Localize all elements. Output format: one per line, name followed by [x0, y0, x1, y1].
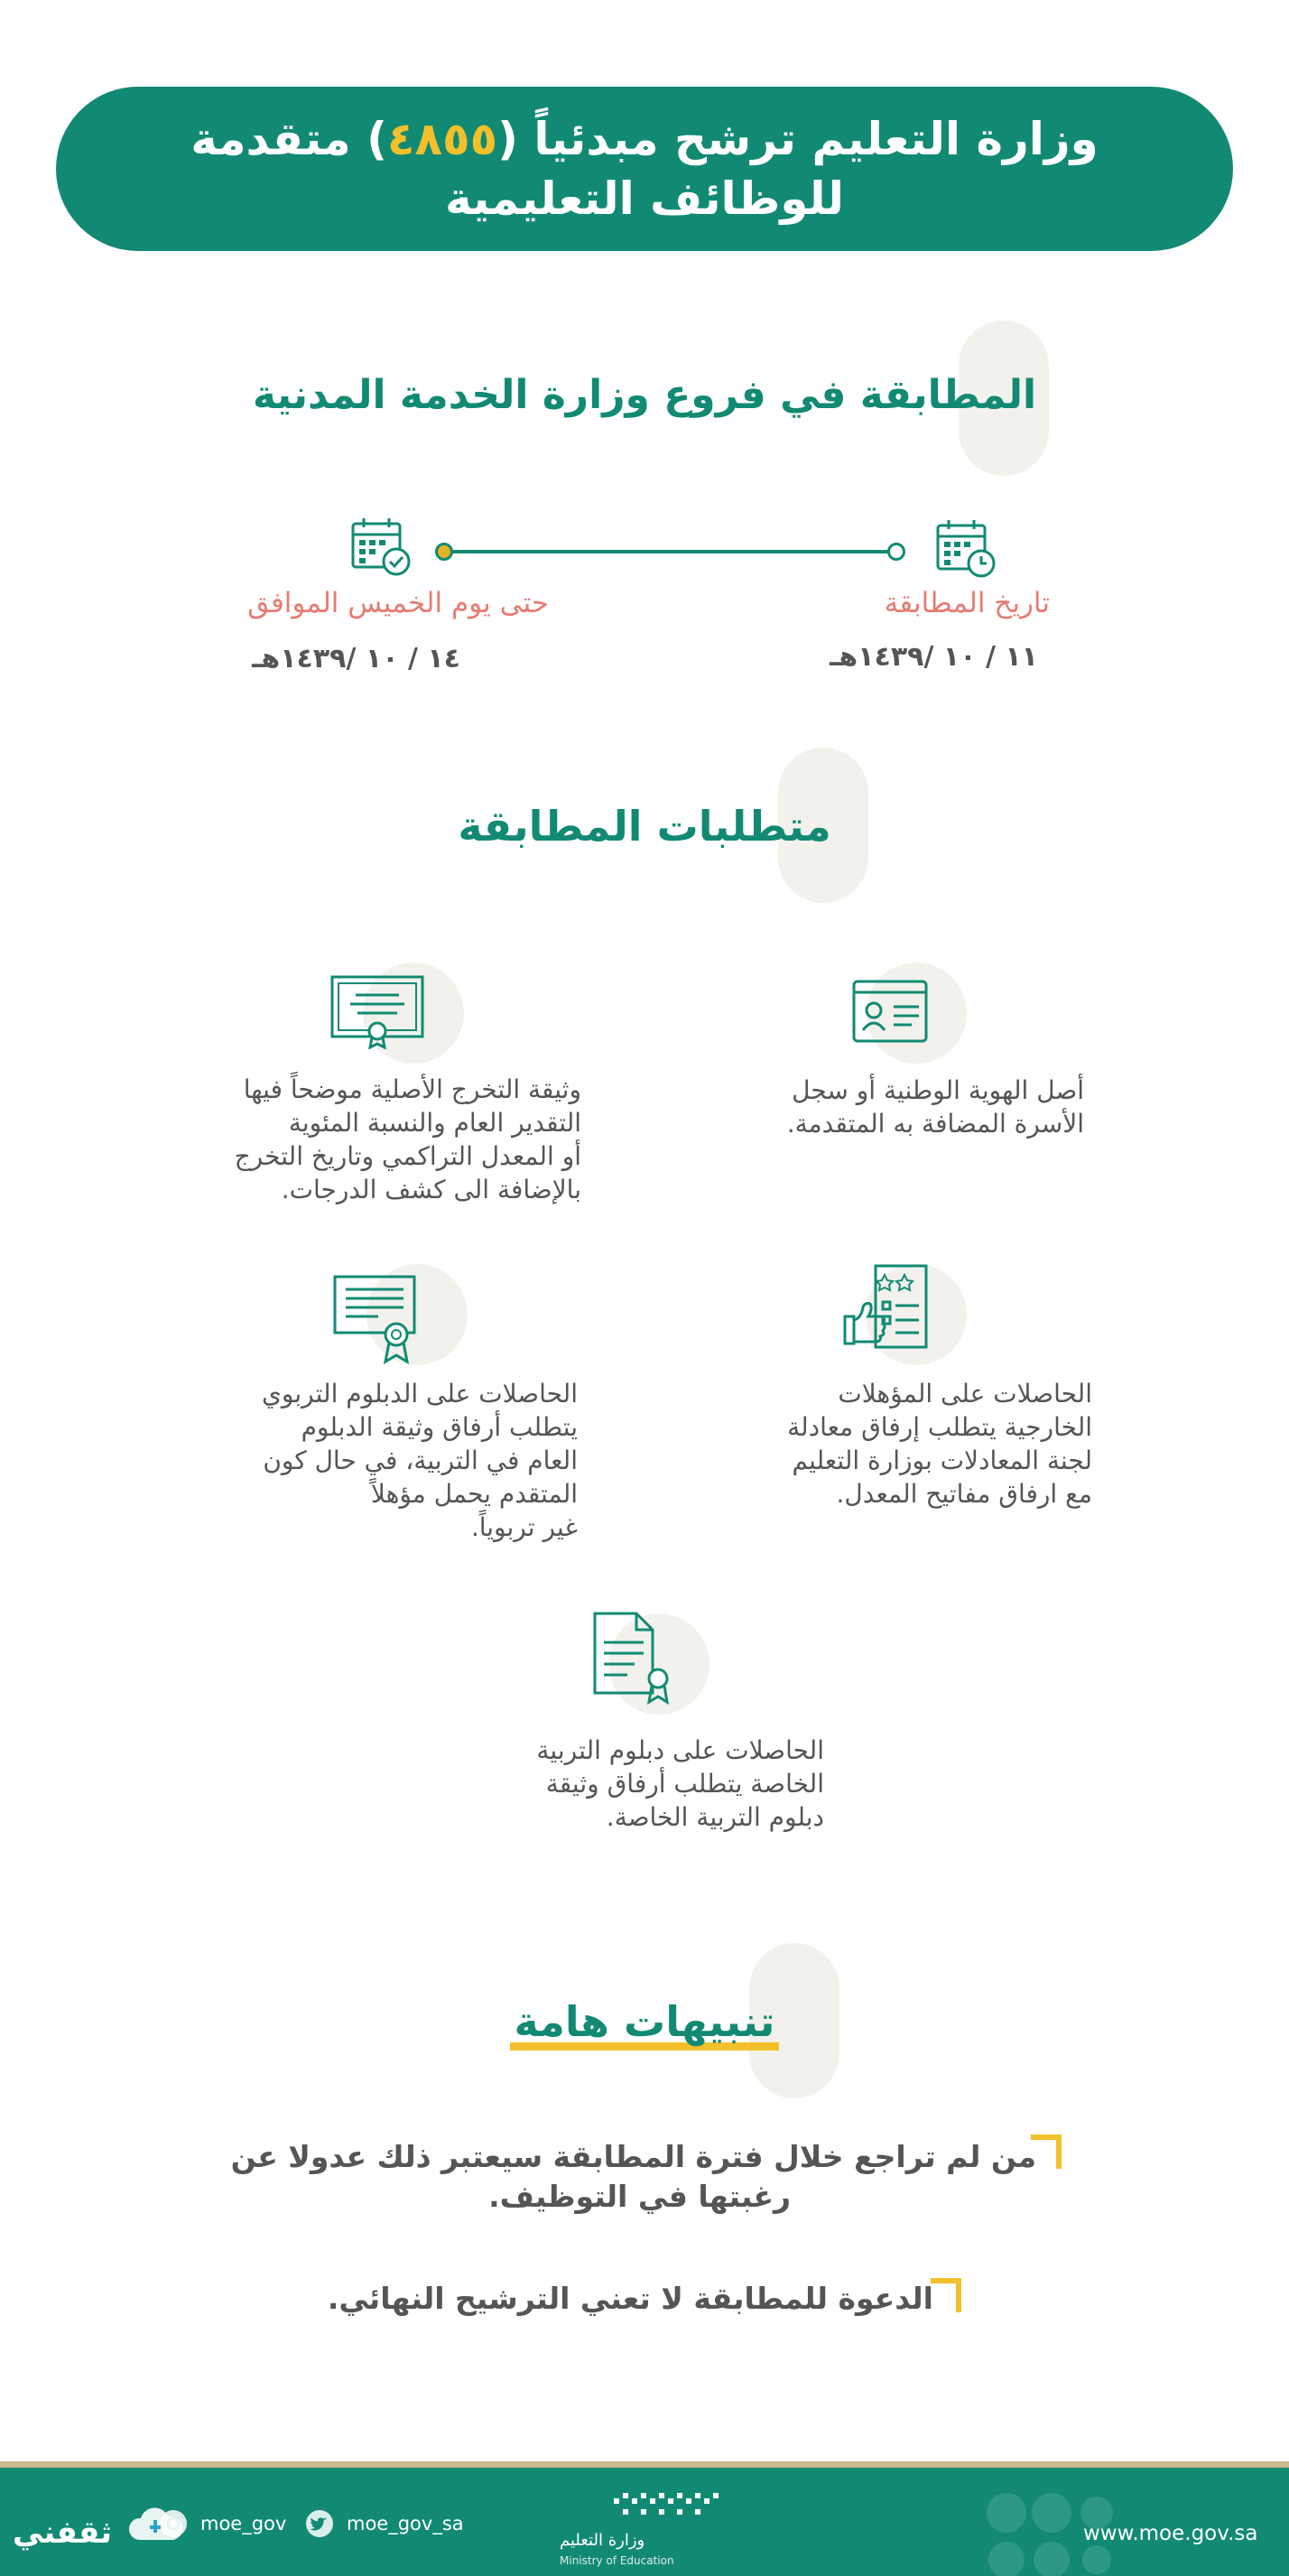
start-date-label: تاريخ المطابقة	[884, 587, 1050, 619]
header-title-line1: وزارة التعليم ترشح مبدئياً (٤٨٥٥) متقدمة	[190, 113, 1099, 165]
ministry-logo-icon	[610, 2489, 728, 2531]
end-date-value: ١٤ / ١٠ /١٤٣٩هـ	[252, 643, 460, 674]
timeline-end-dot	[435, 543, 453, 561]
watermark-cloud-icon	[126, 2502, 184, 2549]
candidate-count: ٤٨٥٥	[387, 113, 498, 165]
calendar-check-icon	[349, 516, 414, 578]
twitter-handle[interactable]: moe_gov_sa	[347, 2513, 464, 2534]
second-social-handle[interactable]: moe_gov	[200, 2513, 287, 2534]
note-bracket-icon	[931, 2278, 961, 2312]
requirement-text: الحاصلات على دبلوم التربية الخاصة يتطلب أرفاق وثيقة دبلوم التربية الخاصة.	[536, 1735, 824, 1832]
notes-section-title: تنبيهات هامة	[0, 1997, 1289, 2051]
timeline-start-dot	[887, 543, 905, 561]
calendar-clock-icon	[934, 518, 999, 580]
note-item: من لم تراجع خلال فترة المطابقة سيعتبر ذلك عدولا عن رغبتها في التوظيف.	[230, 2139, 1036, 2214]
end-date-label: حتى يوم الخميس الموافق	[247, 587, 549, 619]
footer-bar	[0, 2461, 1289, 2576]
certificate-icon	[330, 975, 424, 1049]
diploma-award-icon	[333, 1275, 420, 1365]
matching-section-title: المطابقة في فروع وزارة الخدمة المدنية	[252, 372, 1037, 418]
requirement-text: وثيقة التخرج الأصلية موضحاً فيها التقدير العام والنسبة المئوية أو المعدل التراكمي وتاريخ التخرج بالإضافة الى كشف الدرجات.	[234, 1074, 581, 1204]
note-item: الدعوة للمطابقة لا تعني الترشيح النهائي.	[327, 2281, 933, 2316]
start-date-value: ١١ / ١٠ /١٤٣٩هـ	[830, 641, 1038, 673]
timeline-line	[446, 550, 895, 553]
ministry-name-ar: وزارة التعليم	[560, 2531, 645, 2550]
requirement-text: الحاصلات على المؤهلات الخارجية يتطلب إرفاق معادلة لجنة المعادلات بوزارة التعليم مع ارفاق مفاتيح المعدل.	[787, 1379, 1092, 1509]
ministry-name-en: Ministry of Education	[560, 2554, 674, 2567]
header-banner	[56, 87, 1233, 251]
evaluation-checklist-icon	[841, 1264, 932, 1351]
footer-website[interactable]: www.moe.gov.sa	[1083, 2522, 1258, 2545]
requirement-text: الحاصلات على الدبلوم التربوي يتطلب أرفاق وثيقة الدبلوم العام في التربية، في حال كون المتقدم يحمل مؤهلاً غير تربوياً.	[261, 1379, 578, 1542]
twitter-icon[interactable]	[305, 2509, 334, 2538]
requirement-text: أصل الهوية الوطنية أو سجل الأسرة المضافة به المتقدمة.	[786, 1075, 1084, 1139]
header-title-line2: للوظائف التعليمية	[445, 172, 844, 225]
document-ribbon-icon	[591, 1612, 672, 1706]
id-card-icon	[852, 980, 928, 1045]
requirements-section-title: متطلبات المطابقة	[458, 802, 831, 851]
watermark-text: ثقفني	[13, 2515, 112, 2551]
